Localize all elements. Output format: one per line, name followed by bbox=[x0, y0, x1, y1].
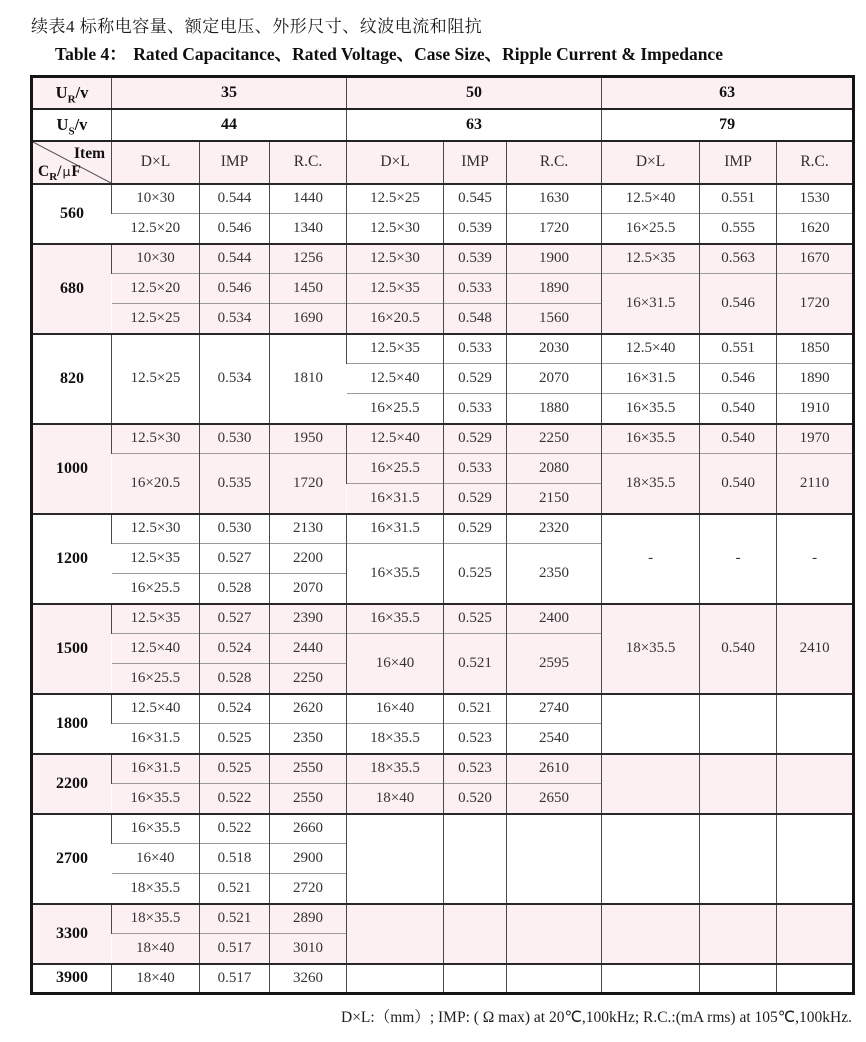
dxl-cell bbox=[602, 814, 700, 904]
dxl-cell: 18×35.5 bbox=[347, 754, 444, 784]
table-row bbox=[32, 754, 854, 784]
col-header-imp: IMP bbox=[200, 141, 270, 184]
rc-cell: 1340 bbox=[270, 214, 347, 244]
rc-cell: 1256 bbox=[270, 244, 347, 274]
footnote: D×L:（mm）; IMP: ( Ω max) at 20℃,100kHz; R.C.:(mA rms) at 105℃,100kHz. bbox=[341, 1009, 852, 1026]
imp-cell: 0.521 bbox=[200, 904, 270, 934]
dxl-cell: 12.5×30 bbox=[347, 244, 444, 274]
rc-cell: 2080 bbox=[507, 454, 602, 484]
table-row bbox=[32, 514, 854, 544]
capacitance-value: 2700 bbox=[32, 814, 112, 904]
rc-cell: 1900 bbox=[507, 244, 602, 274]
dxl-cell bbox=[347, 814, 444, 904]
imp-cell: 0.533 bbox=[444, 274, 507, 304]
us-value-63: 63 bbox=[347, 109, 602, 141]
dxl-cell: 12.5×35 bbox=[112, 544, 200, 574]
rc-cell: 1440 bbox=[270, 184, 347, 214]
rc-cell bbox=[507, 904, 602, 964]
imp-cell: 0.546 bbox=[700, 364, 777, 394]
dxl-cell: 18×40 bbox=[112, 964, 200, 994]
item-capacitance-header bbox=[32, 141, 112, 184]
imp-cell: 0.529 bbox=[444, 484, 507, 514]
rc-cell: 2660 bbox=[270, 814, 347, 844]
imp-cell: 0.539 bbox=[444, 244, 507, 274]
rc-cell: 1690 bbox=[270, 304, 347, 334]
imp-cell bbox=[700, 814, 777, 904]
dxl-cell: 16×25.5 bbox=[347, 394, 444, 424]
table-row bbox=[32, 334, 854, 364]
rc-cell: 1450 bbox=[270, 274, 347, 304]
imp-cell: 0.544 bbox=[200, 184, 270, 214]
dxl-cell: 12.5×30 bbox=[347, 214, 444, 244]
rc-cell: 2595 bbox=[507, 634, 602, 694]
imp-cell: 0.533 bbox=[444, 394, 507, 424]
rc-cell: 2350 bbox=[507, 544, 602, 604]
table-row bbox=[32, 604, 854, 634]
dxl-cell: 16×20.5 bbox=[112, 454, 200, 514]
capacitance-value: 820 bbox=[32, 334, 112, 424]
rc-cell: 2410 bbox=[777, 604, 854, 694]
column-header-row bbox=[32, 141, 854, 184]
dxl-cell bbox=[602, 964, 700, 994]
rc-cell: 1560 bbox=[507, 304, 602, 334]
dxl-cell: 16×25.5 bbox=[112, 574, 200, 604]
col-header-imp: IMP bbox=[444, 141, 507, 184]
rc-cell: 2070 bbox=[270, 574, 347, 604]
imp-cell: 0.521 bbox=[444, 694, 507, 724]
capacitance-value: 1000 bbox=[32, 424, 112, 514]
imp-cell bbox=[444, 904, 507, 964]
rc-cell bbox=[777, 964, 854, 994]
imp-cell: - bbox=[700, 514, 777, 604]
rc-cell: 1720 bbox=[270, 454, 347, 514]
imp-cell bbox=[444, 814, 507, 904]
dxl-cell: 16×35.5 bbox=[602, 424, 700, 454]
imp-cell: 0.551 bbox=[700, 184, 777, 214]
ur-value-63: 63 bbox=[602, 77, 854, 109]
dxl-cell: 18×35.5 bbox=[347, 724, 444, 754]
dxl-cell: - bbox=[602, 514, 700, 604]
rc-cell: 1910 bbox=[777, 394, 854, 424]
rc-cell: 2110 bbox=[777, 454, 854, 514]
capacitance-value: 3300 bbox=[32, 904, 112, 964]
table-title-en-text: Rated Capacitance、Rated Voltage、Case Size、Ripple Current & Impedance bbox=[133, 44, 723, 64]
imp-cell: 0.521 bbox=[200, 874, 270, 904]
col-header-rc: R.C. bbox=[777, 141, 854, 184]
ratings-table bbox=[30, 75, 855, 995]
rc-cell: 2720 bbox=[270, 874, 347, 904]
imp-cell bbox=[444, 964, 507, 994]
col-header-rc: R.C. bbox=[507, 141, 602, 184]
col-header-dxl: D×L bbox=[112, 141, 200, 184]
dxl-cell: 12.5×25 bbox=[347, 184, 444, 214]
imp-cell: 0.521 bbox=[444, 634, 507, 694]
dxl-cell: 12.5×35 bbox=[602, 244, 700, 274]
rc-cell: 2900 bbox=[270, 844, 347, 874]
rc-cell: 3010 bbox=[270, 934, 347, 964]
rc-cell: 2320 bbox=[507, 514, 602, 544]
imp-cell: 0.522 bbox=[200, 814, 270, 844]
imp-cell: 0.540 bbox=[700, 394, 777, 424]
rc-cell: 2250 bbox=[507, 424, 602, 454]
table-row bbox=[32, 694, 854, 724]
dxl-cell bbox=[602, 904, 700, 964]
rc-cell: 2740 bbox=[507, 694, 602, 724]
dxl-cell: 16×35.5 bbox=[112, 814, 200, 844]
imp-cell: 0.546 bbox=[200, 274, 270, 304]
col-header-dxl: D×L bbox=[602, 141, 700, 184]
table-row bbox=[32, 214, 854, 244]
imp-cell: 0.517 bbox=[200, 964, 270, 994]
col-header-rc: R.C. bbox=[270, 141, 347, 184]
us-value-79: 79 bbox=[602, 109, 854, 141]
rc-cell: 2400 bbox=[507, 604, 602, 634]
rc-cell bbox=[507, 814, 602, 904]
dxl-cell: 12.5×40 bbox=[602, 184, 700, 214]
imp-cell: 0.548 bbox=[444, 304, 507, 334]
dxl-cell: 16×35.5 bbox=[347, 544, 444, 604]
imp-cell: 0.527 bbox=[200, 604, 270, 634]
imp-cell bbox=[700, 904, 777, 964]
surge-voltage-row bbox=[32, 109, 854, 141]
rc-cell: 1720 bbox=[777, 274, 854, 334]
dxl-cell: 12.5×40 bbox=[112, 634, 200, 664]
rc-cell: 2350 bbox=[270, 724, 347, 754]
table-row bbox=[32, 814, 854, 844]
rc-cell: 2540 bbox=[507, 724, 602, 754]
title-block bbox=[31, 12, 866, 66]
dxl-cell: 12.5×40 bbox=[347, 424, 444, 454]
ur-value-35: 35 bbox=[112, 77, 347, 109]
rc-cell: 2440 bbox=[270, 634, 347, 664]
dxl-cell: 16×40 bbox=[112, 844, 200, 874]
dxl-cell bbox=[602, 754, 700, 814]
rc-cell: 2650 bbox=[507, 784, 602, 814]
dxl-cell bbox=[347, 904, 444, 964]
dxl-cell: 12.5×25 bbox=[112, 334, 200, 424]
col-header-dxl: D×L bbox=[347, 141, 444, 184]
imp-cell: 0.546 bbox=[200, 214, 270, 244]
rc-cell bbox=[777, 814, 854, 904]
imp-cell: 0.530 bbox=[200, 424, 270, 454]
imp-cell: 0.535 bbox=[200, 454, 270, 514]
rc-cell: 1810 bbox=[270, 334, 347, 424]
imp-cell: 0.551 bbox=[700, 334, 777, 364]
dxl-cell: 16×35.5 bbox=[602, 394, 700, 424]
dxl-cell: 12.5×25 bbox=[112, 304, 200, 334]
imp-cell: 0.529 bbox=[444, 364, 507, 394]
rc-cell: 1850 bbox=[777, 334, 854, 364]
table-row bbox=[32, 904, 854, 934]
dxl-cell: 10×30 bbox=[112, 184, 200, 214]
us-value-44: 44 bbox=[112, 109, 347, 141]
imp-cell: 0.544 bbox=[200, 244, 270, 274]
rc-cell: 2620 bbox=[270, 694, 347, 724]
imp-cell: 0.523 bbox=[444, 724, 507, 754]
dxl-cell: 16×31.5 bbox=[602, 274, 700, 334]
capacitance-value: 560 bbox=[32, 184, 112, 244]
dxl-cell: 18×35.5 bbox=[112, 904, 200, 934]
rc-cell: 2200 bbox=[270, 544, 347, 574]
dxl-cell: 18×40 bbox=[112, 934, 200, 964]
rc-cell: 2550 bbox=[270, 754, 347, 784]
imp-cell: 0.527 bbox=[200, 544, 270, 574]
imp-cell bbox=[700, 964, 777, 994]
dxl-cell: 12.5×20 bbox=[112, 214, 200, 244]
imp-cell bbox=[700, 694, 777, 754]
rc-cell: 1970 bbox=[777, 424, 854, 454]
imp-cell: 0.529 bbox=[444, 424, 507, 454]
rc-cell: 2070 bbox=[507, 364, 602, 394]
dxl-cell: 12.5×35 bbox=[347, 334, 444, 364]
imp-cell: 0.540 bbox=[700, 424, 777, 454]
imp-cell: 0.539 bbox=[444, 214, 507, 244]
table-row bbox=[32, 454, 854, 484]
imp-cell: 0.540 bbox=[700, 604, 777, 694]
imp-cell: 0.528 bbox=[200, 664, 270, 694]
ur-value-50: 50 bbox=[347, 77, 602, 109]
imp-cell: 0.533 bbox=[444, 334, 507, 364]
rated-voltage-row bbox=[32, 77, 854, 109]
imp-cell: 0.525 bbox=[444, 604, 507, 634]
dxl-cell: 16×31.5 bbox=[602, 364, 700, 394]
rc-cell: - bbox=[777, 514, 854, 604]
rc-cell bbox=[777, 904, 854, 964]
dxl-cell: 16×40 bbox=[347, 694, 444, 724]
cr-unit-label: $C_R/\mu F$ bbox=[38, 162, 81, 183]
table-row bbox=[32, 244, 854, 274]
imp-cell: 0.534 bbox=[200, 334, 270, 424]
imp-cell: 0.555 bbox=[700, 214, 777, 244]
dxl-cell bbox=[347, 964, 444, 994]
table-row bbox=[32, 964, 854, 994]
rc-cell bbox=[777, 754, 854, 814]
capacitance-value: 1500 bbox=[32, 604, 112, 694]
table-row bbox=[32, 184, 854, 214]
rc-cell: 1670 bbox=[777, 244, 854, 274]
rc-cell: 1630 bbox=[507, 184, 602, 214]
dxl-cell: 16×35.5 bbox=[347, 604, 444, 634]
dxl-cell: 12.5×40 bbox=[112, 694, 200, 724]
imp-cell: 0.525 bbox=[200, 724, 270, 754]
dxl-cell: 18×35.5 bbox=[112, 874, 200, 904]
imp-cell: 0.524 bbox=[200, 694, 270, 724]
dxl-cell: 16×25.5 bbox=[347, 454, 444, 484]
dxl-cell bbox=[602, 694, 700, 754]
table-title-en-prefix: Table 4： bbox=[55, 44, 127, 64]
rc-cell: 1620 bbox=[777, 214, 854, 244]
imp-cell: 0.520 bbox=[444, 784, 507, 814]
dxl-cell: 10×30 bbox=[112, 244, 200, 274]
rc-cell: 1720 bbox=[507, 214, 602, 244]
imp-cell: 0.518 bbox=[200, 844, 270, 874]
imp-cell: 0.534 bbox=[200, 304, 270, 334]
table-body bbox=[32, 184, 854, 994]
imp-cell: 0.563 bbox=[700, 244, 777, 274]
capacitance-value: 3900 bbox=[32, 964, 112, 994]
dxl-cell: 18×40 bbox=[347, 784, 444, 814]
dxl-cell: 16×25.5 bbox=[112, 664, 200, 694]
rc-cell: 2890 bbox=[270, 904, 347, 934]
table-row bbox=[32, 424, 854, 454]
rc-cell: 2550 bbox=[270, 784, 347, 814]
dxl-cell: 16×31.5 bbox=[112, 754, 200, 784]
table-title-en bbox=[55, 41, 866, 66]
capacitance-value: 1200 bbox=[32, 514, 112, 604]
table-header bbox=[32, 77, 854, 184]
dxl-cell: 16×20.5 bbox=[347, 304, 444, 334]
dxl-cell: 16×31.5 bbox=[112, 724, 200, 754]
dxl-cell: 12.5×40 bbox=[347, 364, 444, 394]
imp-cell: 0.530 bbox=[200, 514, 270, 544]
rc-cell: 2150 bbox=[507, 484, 602, 514]
capacitance-value: 1800 bbox=[32, 694, 112, 754]
imp-cell: 0.523 bbox=[444, 754, 507, 784]
imp-cell: 0.524 bbox=[200, 634, 270, 664]
rc-cell bbox=[777, 694, 854, 754]
dxl-cell: 16×40 bbox=[347, 634, 444, 694]
dxl-cell: 16×31.5 bbox=[347, 484, 444, 514]
imp-cell: 0.533 bbox=[444, 454, 507, 484]
dxl-cell: 12.5×35 bbox=[347, 274, 444, 304]
rc-cell: 1890 bbox=[777, 364, 854, 394]
imp-cell: 0.528 bbox=[200, 574, 270, 604]
dxl-cell: 16×35.5 bbox=[112, 784, 200, 814]
imp-cell: 0.546 bbox=[700, 274, 777, 334]
rc-cell: 3260 bbox=[270, 964, 347, 994]
rc-cell: 1530 bbox=[777, 184, 854, 214]
dxl-cell: 16×25.5 bbox=[602, 214, 700, 244]
dxl-cell: 12.5×30 bbox=[112, 514, 200, 544]
dxl-cell: 12.5×35 bbox=[112, 604, 200, 634]
dxl-cell: 12.5×20 bbox=[112, 274, 200, 304]
table-title-cn: 续表4 标称电容量、额定电压、外形尺寸、纹波电流和阻抗 bbox=[31, 17, 483, 36]
item-label: Item bbox=[74, 144, 105, 162]
rc-cell: 1950 bbox=[270, 424, 347, 454]
capacitance-value: 680 bbox=[32, 244, 112, 334]
us-label: $U_S/v$ bbox=[56, 114, 88, 137]
capacitance-value: 2200 bbox=[32, 754, 112, 814]
rc-cell: 1880 bbox=[507, 394, 602, 424]
imp-cell: 0.525 bbox=[444, 544, 507, 604]
imp-cell: 0.517 bbox=[200, 934, 270, 964]
dxl-cell: 18×35.5 bbox=[602, 454, 700, 514]
dxl-cell: 16×31.5 bbox=[347, 514, 444, 544]
col-header-imp: IMP bbox=[700, 141, 777, 184]
imp-cell: 0.529 bbox=[444, 514, 507, 544]
rc-cell bbox=[507, 964, 602, 994]
dxl-cell: 12.5×40 bbox=[602, 334, 700, 364]
ur-label: $U_R/v$ bbox=[55, 82, 89, 106]
rc-cell: 1890 bbox=[507, 274, 602, 304]
imp-cell: 0.545 bbox=[444, 184, 507, 214]
rc-cell: 2610 bbox=[507, 754, 602, 784]
imp-cell: 0.540 bbox=[700, 454, 777, 514]
rc-cell: 2030 bbox=[507, 334, 602, 364]
rc-cell: 2250 bbox=[270, 664, 347, 694]
rc-cell: 2390 bbox=[270, 604, 347, 634]
dxl-cell: 12.5×30 bbox=[112, 424, 200, 454]
imp-cell: 0.522 bbox=[200, 784, 270, 814]
table-row bbox=[32, 274, 854, 304]
rc-cell: 2130 bbox=[270, 514, 347, 544]
dxl-cell: 18×35.5 bbox=[602, 604, 700, 694]
imp-cell: 0.525 bbox=[200, 754, 270, 784]
imp-cell bbox=[700, 754, 777, 814]
